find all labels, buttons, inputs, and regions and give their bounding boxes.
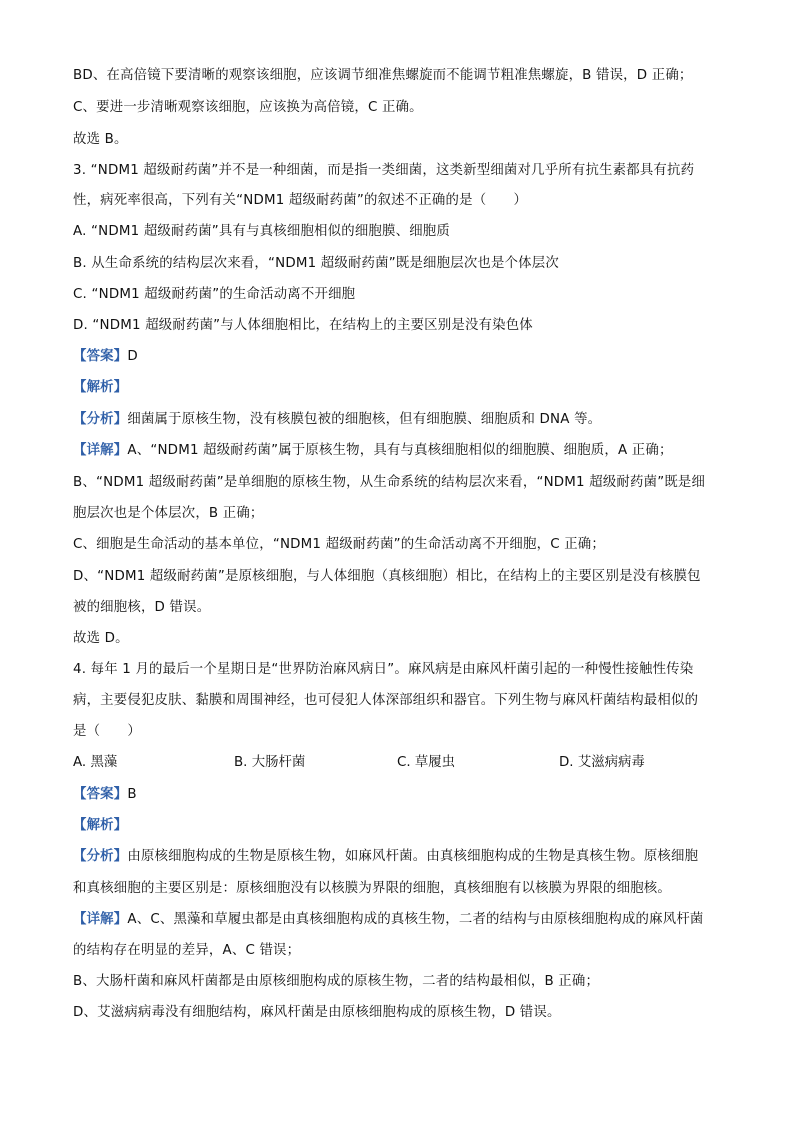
q4-option-a: A. 黑藻 — [73, 755, 118, 770]
fenxi-text: 细菌属于原核生物，没有核膜包被的细胞核，但有细胞膜、细胞质和 DNA 等。 — [127, 412, 602, 427]
q4-jiexi-heading — [73, 816, 733, 836]
q3-option-d: D. “NDM1 超级耐药菌”与人体细胞相比，在结构上的主要区别是没有染色体 — [73, 318, 533, 333]
xiangjie-text: A、“NDM1 超级耐药菌”属于原核生物，具有与真核细胞相似的细胞膜、细胞质，A 正确； — [127, 443, 673, 458]
q2-explanation-c: C、要进一步清晰观察该细胞，应该换为高倍镜，C 正确。 — [73, 100, 423, 115]
q4-option-b: B. 大肠杆菌 — [234, 755, 306, 770]
q3-fenxi — [73, 410, 733, 430]
q4-option-d: D. 艾滋病病毒 — [559, 755, 645, 770]
jiexi-tag: 【解析】 — [73, 380, 128, 395]
jiexi-tag: 【解析】 — [73, 818, 128, 833]
q4-xiangjie-4: D、艾滋病病毒没有细胞结构，麻风杆菌是由原核细胞构成的原核生物，D 错误。 — [73, 1005, 561, 1020]
answer-value: D — [127, 349, 138, 364]
q4-fenxi-2: 和真核细胞的主要区别是：原核细胞没有以核膜为界限的细胞，真核细胞有以核膜为界限的细胞核。 — [73, 881, 671, 896]
q4-answer — [73, 785, 733, 805]
q3-xiangjie-3: 胞层次也是个体层次，B 正确； — [73, 506, 264, 521]
q3-select: 故选 D。 — [73, 631, 129, 646]
q3-option-a: A. “NDM1 超级耐药菌”具有与真核细胞相似的细胞膜、细胞质 — [73, 224, 450, 239]
q3-xiangjie-1 — [73, 441, 733, 461]
q4-stem-line-1: 4. 每年 1 月的最后一个星期日是“世界防治麻风病日”。麻风病是由麻风杆菌引起的一种慢性接触性传染 — [73, 662, 694, 677]
fenxi-text: 由原核细胞构成的生物是原核生物，如麻风杆菌。由真核细胞构成的生物是真核生物。原核细胞 — [127, 849, 699, 864]
q3-stem-line-1: 3. “NDM1 超级耐药菌”并不是一种细菌，而是指一类细菌，这类新型细菌对几乎所有抗生素都具有抗药 — [73, 163, 695, 178]
q4-option-c: C. 草履虫 — [397, 755, 456, 770]
xiangjie-tag: 【详解】 — [73, 443, 128, 458]
answer-tag: 【答案】 — [73, 349, 128, 364]
q3-option-c: C. “NDM1 超级耐药菌”的生命活动离不开细胞 — [73, 287, 356, 302]
q4-xiangjie-1 — [73, 910, 733, 930]
q3-xiangjie-2: B、“NDM1 超级耐药菌”是单细胞的原核生物，从生命系统的结构层次来看，“NDM1 超级耐药菌”既是细 — [73, 475, 706, 490]
q4-xiangjie-3: B、大肠杆菌和麻风杆菌都是由原核细胞构成的原核生物，二者的结构最相似，B 正确； — [73, 974, 600, 989]
q3-answer — [73, 347, 733, 367]
q3-stem-line-2: 性，病死率很高，下列有关“NDM1 超级耐药菌”的叙述不正确的是（ ） — [73, 193, 528, 208]
answer-value: B — [127, 787, 137, 802]
q3-jiexi-heading — [73, 378, 733, 398]
xiangjie-tag: 【详解】 — [73, 912, 128, 927]
fenxi-tag: 【分析】 — [73, 849, 128, 864]
q4-stem-line-2: 病，主要侵犯皮肤、黏膜和周围神经，也可侵犯人体深部组织和器官。下列生物与麻风杆菌结构最相似的 — [73, 693, 699, 708]
q2-explanation-bd: BD、在高倍镜下要清晰的观察该细胞，应该调节细准焦螺旋而不能调节粗准焦螺旋，B 错误，D 正确； — [73, 68, 693, 83]
q3-xiangjie-4: C、细胞是生命活动的基本单位，“NDM1 超级耐药菌”的生命活动离不开细胞，C 正确； — [73, 537, 605, 552]
xiangjie-text: A、C、黑藻和草履虫都是由真核细胞构成的真核生物，二者的结构与由原核细胞构成的麻风杆菌 — [127, 912, 704, 927]
q4-fenxi-1 — [73, 847, 733, 867]
fenxi-tag: 【分析】 — [73, 412, 128, 427]
q3-xiangjie-5: D、“NDM1 超级耐药菌”是原核细胞，与人体细胞（真核细胞）相比，在结构上的主要区别是没有核膜包 — [73, 569, 701, 584]
q3-xiangjie-6: 被的细胞核，D 错误。 — [73, 600, 211, 615]
q4-xiangjie-2: 的结构存在明显的差异，A、C 错误； — [73, 943, 301, 958]
q4-stem-line-3: 是（ ） — [73, 724, 141, 739]
q2-select: 故选 B。 — [73, 132, 128, 147]
q3-option-b: B. 从生命系统的结构层次来看，“NDM1 超级耐药菌”既是细胞层次也是个体层次 — [73, 256, 559, 271]
answer-tag: 【答案】 — [73, 787, 128, 802]
